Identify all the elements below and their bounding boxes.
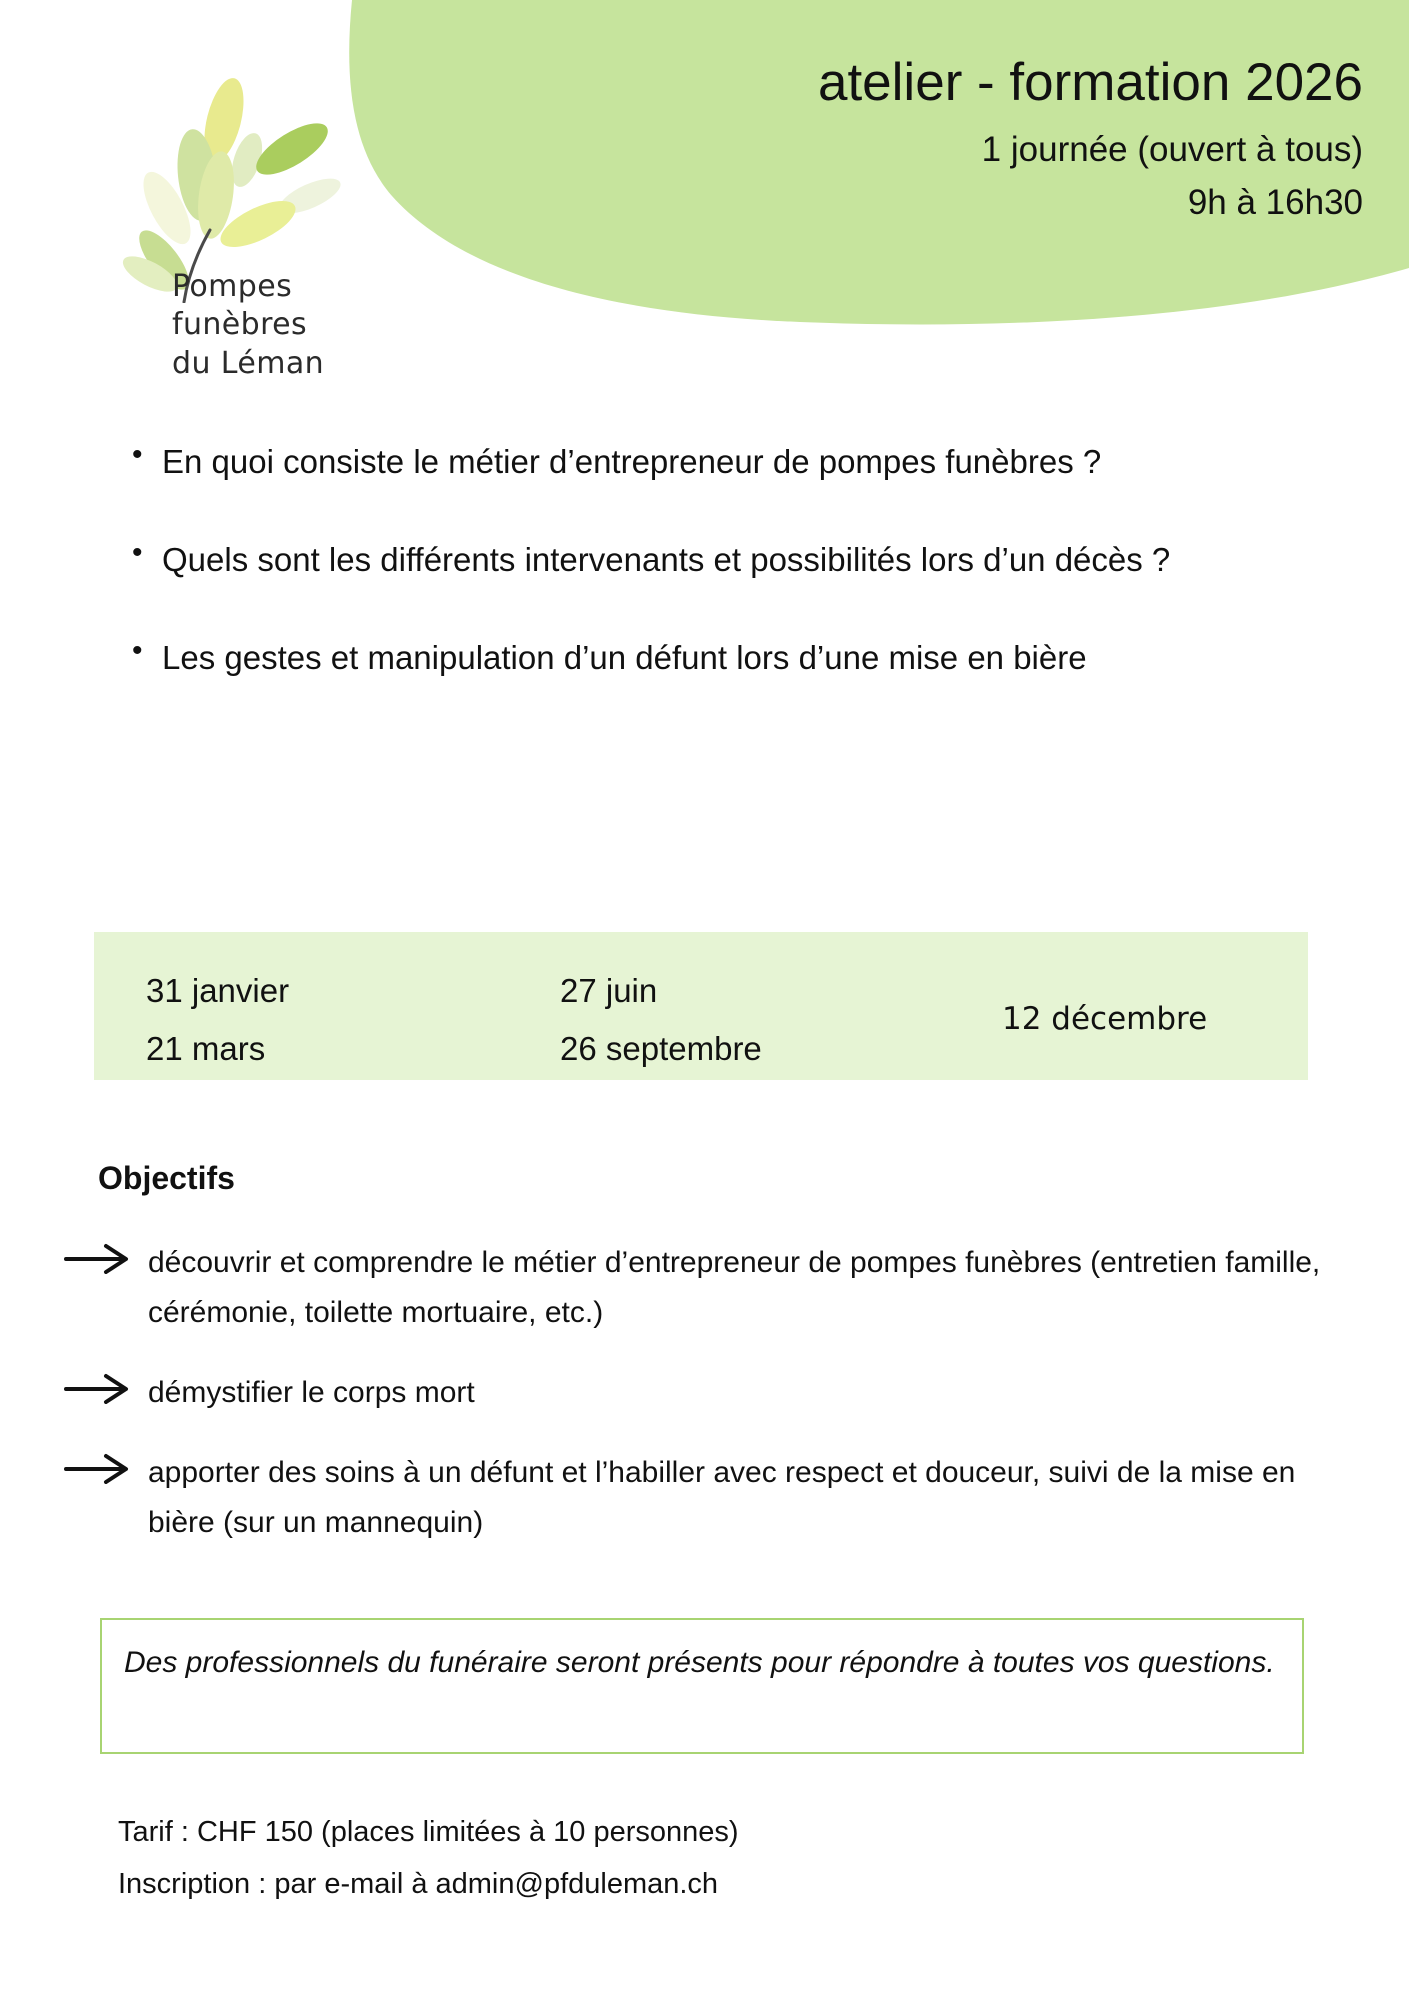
logo-name-line-1: Pompes funèbres bbox=[172, 269, 308, 343]
arrow-right-icon bbox=[62, 1368, 148, 1404]
header-subtitle-hours: 9h à 16h30 bbox=[1187, 182, 1363, 222]
objectif-text: démystifier le corps mort bbox=[148, 1376, 475, 1409]
dates-column-1 bbox=[146, 962, 289, 1078]
list-item bbox=[128, 530, 1258, 590]
date-item: 27 juin bbox=[560, 972, 658, 1009]
objectifs-list bbox=[62, 1238, 1342, 1578]
tarif-line: Tarif : CHF 150 (places limitées à 10 personnes) bbox=[118, 1816, 739, 1848]
bullet-dot-icon: • bbox=[132, 634, 143, 667]
list-item bbox=[128, 628, 1258, 688]
bullet-text: Quels sont les différents intervenants et possibilités lors d’un décès ? bbox=[162, 541, 1171, 578]
objectif-text: apporter des soins à un défunt et l’habiller avec respect et douceur, suivi de la mise en bière (sur un mannequin) bbox=[148, 1456, 1296, 1539]
date-item: 21 mars bbox=[146, 1030, 266, 1067]
bullet-text: Les gestes et manipulation d’un défunt lors d’une mise en bière bbox=[162, 639, 1087, 676]
objectifs-heading: Objectifs bbox=[98, 1160, 235, 1196]
inscription-line: Inscription : par e-mail à admin@pfduleman.ch bbox=[118, 1868, 719, 1900]
footer-info bbox=[118, 1806, 739, 1910]
bullet-dot-icon: • bbox=[132, 536, 143, 569]
date-item: 26 septembre bbox=[560, 1030, 762, 1067]
professionals-note-box bbox=[100, 1618, 1304, 1754]
header-text-block bbox=[818, 54, 1363, 222]
session-dates-strip bbox=[94, 932, 1308, 1080]
list-item bbox=[62, 1368, 1342, 1418]
list-item bbox=[128, 432, 1258, 492]
logo-name-line-2: du Léman bbox=[172, 345, 325, 381]
question-bullet-list bbox=[128, 432, 1258, 726]
arrow-right-icon bbox=[62, 1238, 148, 1274]
objectif-text: découvrir et comprendre le métier d’entrepreneur de pompes funèbres (entretien famille, cérémonie, toilette mortuaire, etc.) bbox=[148, 1246, 1321, 1329]
list-item bbox=[62, 1448, 1342, 1548]
bullet-dot-icon: • bbox=[132, 438, 143, 471]
bullet-text: En quoi consiste le métier d’entrepreneur de pompes funèbres ? bbox=[162, 443, 1102, 480]
date-item: 31 janvier bbox=[146, 972, 290, 1009]
date-item: 12 décembre bbox=[1002, 1001, 1208, 1037]
logo-wordmark bbox=[172, 268, 432, 383]
dates-column-2 bbox=[560, 962, 762, 1078]
page-title: atelier - formation 2026 bbox=[817, 53, 1363, 112]
header-subtitle-duration: 1 journée (ouvert à tous) bbox=[981, 130, 1363, 170]
dates-column-3 bbox=[1002, 990, 1207, 1048]
list-item bbox=[62, 1238, 1342, 1338]
arrow-right-icon bbox=[62, 1448, 148, 1484]
professionals-note-text: Des professionnels du funéraire seront présents pour répondre à toutes vos questions. bbox=[124, 1646, 1275, 1679]
